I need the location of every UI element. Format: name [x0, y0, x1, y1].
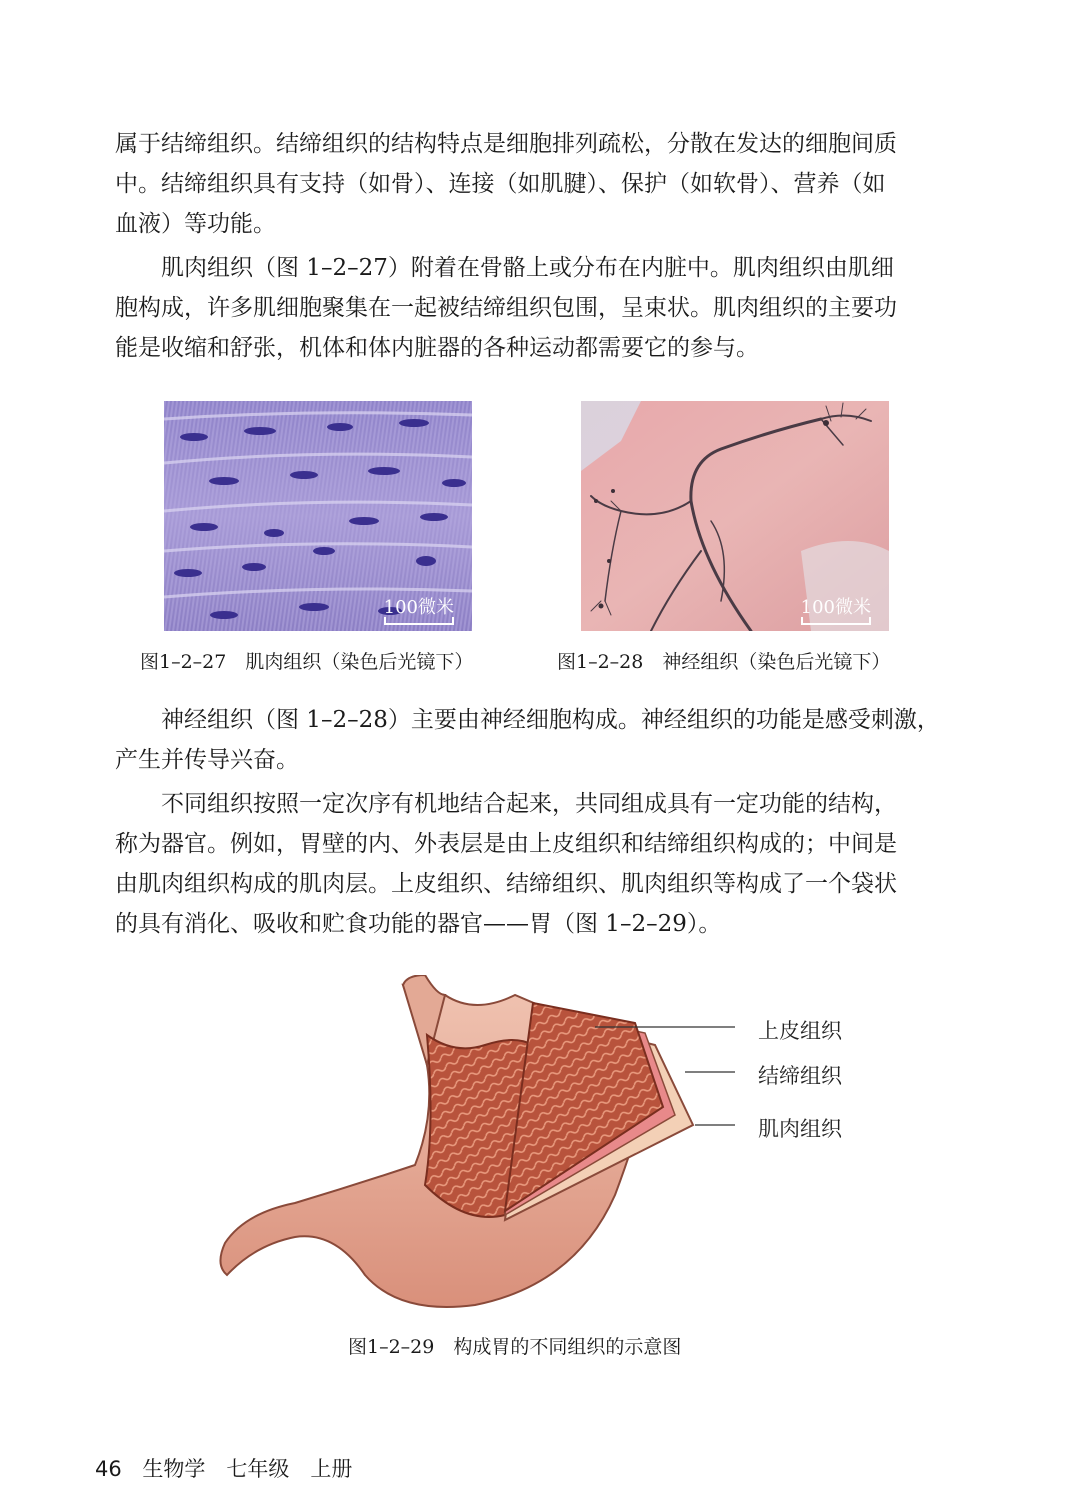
paragraph-muscle-tissue: [115, 248, 945, 368]
label-connective-tissue: 结缔组织: [758, 1064, 842, 1088]
page-footer: [95, 1453, 352, 1483]
text-line: 血液）等功能。: [115, 211, 276, 237]
scale-label: 100微米: [800, 597, 871, 618]
figure-caption-nerve: 图1–2–28 神经组织（染色后光镜下）: [557, 651, 891, 673]
text-line: 能是收缩和舒张，机体和体内脏器的各种运动都需要它的参与。: [115, 335, 759, 361]
stomach-diagram: [215, 975, 735, 1320]
figure-caption-stomach: 图1–2–29 构成胃的不同组织的示意图: [348, 1336, 682, 1358]
muscle-tissue-micrograph: [164, 401, 472, 631]
scale-bar-line: [384, 617, 454, 625]
paragraph-nerve-tissue: [115, 700, 945, 780]
text-line: 不同组织按照一定次序有机地结合起来，共同组成具有一定功能的结构，: [115, 791, 897, 817]
scale-bar-line: [801, 617, 871, 625]
stomach-illustration: [215, 975, 735, 1320]
text-line: 由肌肉组织构成的肌肉层。上皮组织、结缔组织、肌肉组织等构成了一个袋状: [115, 871, 897, 897]
figure-caption-muscle: 图1–2–27 肌肉组织（染色后光镜下）: [140, 651, 474, 673]
scale-bar: [384, 593, 454, 625]
text-line: 胞构成，许多肌细胞聚集在一起被结缔组织包围，呈束状。肌肉组织的主要功: [115, 295, 897, 321]
scale-label: 100微米: [383, 597, 454, 618]
scale-bar: [801, 593, 871, 625]
text-line: 肌肉组织（图 1–2–27）附着在骨骼上或分布在内脏中。肌肉组织由肌细: [115, 255, 894, 281]
paragraph-connective-tissue: [115, 124, 945, 244]
book-title: 生物学 七年级 上册: [142, 1457, 353, 1481]
text-line: 属于结缔组织。结缔组织的结构特点是细胞排列疏松，分散在发达的细胞间质: [115, 131, 897, 157]
text-line: 神经组织（图 1–2–28）主要由神经细胞构成。神经组织的功能是感受刺激，: [115, 707, 940, 733]
text-line: 产生并传导兴奋。: [115, 747, 299, 773]
nerve-tissue-micrograph: [581, 401, 889, 631]
paragraph-organs: [115, 784, 945, 944]
label-muscle-tissue: 肌肉组织: [758, 1117, 842, 1141]
text-line: 的具有消化、吸收和贮食功能的器官——胃（图 1–2–29）。: [115, 911, 722, 937]
text-line: 称为器官。例如，胃壁的内、外表层是由上皮组织和结缔组织构成的；中间是: [115, 831, 897, 857]
label-epithelial-tissue: 上皮组织: [758, 1019, 842, 1043]
text-line: 中。结缔组织具有支持（如骨）、连接（如肌腱）、保护（如软骨）、营养（如: [115, 171, 886, 197]
page-number: 46: [95, 1457, 122, 1481]
